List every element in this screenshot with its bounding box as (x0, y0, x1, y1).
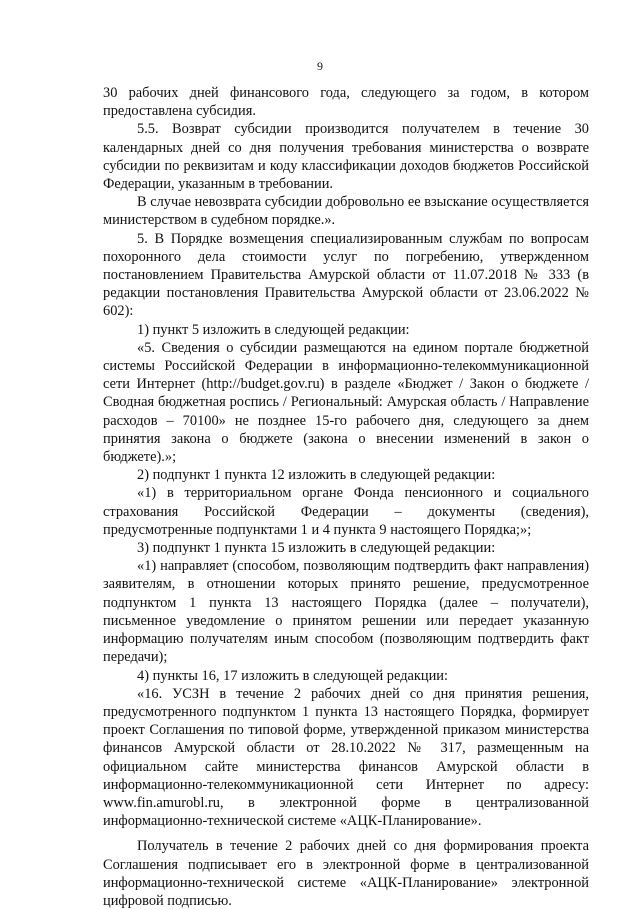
paragraph: «1) направляет (способом, позволяющим подтвердить факт направления) заявителям, в отношении которых принято решение, предусмотренное подпунктом 1 пункта 13 настоящего Порядка (далее – получатели), письменное уведомление о принятом решении или передает указанную информацию получателям иным способом (позволяющим подтвердить факт передачи); (103, 558, 589, 666)
paragraph: 3) подпункт 1 пункта 15 изложить в следующей редакции: (137, 540, 496, 557)
paragraph: 2) подпункт 1 пункта 12 изложить в следующей редакции: (137, 467, 496, 484)
page-number: 9 (317, 59, 323, 73)
paragraph: «5. Сведения о субсидии размещаются на едином портале бюджетной системы Российской Федерации в информационно-телекоммуникационной сети Интернет (http://budget.gov.ru) в разделе «Бюджет / Закон о бюджете / Сводная бюджетная роспись / Региональный: Амурская область / Направление расходов – 70100» не позднее 15-го рабочего дня, следующего за днем принятия закона о бюджете (закона о внесении изменений в закон о бюджете).»; (103, 339, 589, 466)
paragraph: 5.5. Возврат субсидии производится получателем в течение 30 календарных дней со дня получения требования министерства о возврате субсидии по реквизитам и коду классификации доходов бюджетов Российской Федерации, указанным в требовании. (103, 121, 589, 193)
paragraph: Получатель в течение 2 рабочих дней со дня формирования проекта Соглашения подписывает его в электронной форме в централизованной информационно-технической системе «АЦК-Планирование» электронной цифровой подписью. (103, 838, 589, 909)
paragraph: В случае невозврата субсидии добровольно ее взыскание осуществляется министерством в судебном порядке.». (103, 194, 589, 229)
paragraph: «1) в территориальном органе Фонда пенсионного и социального страхования Российской Федерации – документы (сведения), предусмотренные подпунктами 1 и 4 пункта 9 настоящего Порядка;»; (103, 485, 589, 538)
document-body (103, 84, 589, 910)
paragraph: «16. УСЗН в течение 2 рабочих дней со дня принятия решения, предусмотренного подпунктом 1 пункта 13 настоящего Порядка, формирует проект Соглашения по типовой форме, утвержденной приказом министерства финансов Амурской области от 28.10.2022 № 317, размещенным на официальном сайте министерства финансов Амурской области в информационно-телекоммуникационной сети Интернет по адресу: www.fin.amurobl.ru, в электронной форме в централизованной информационно-технической системе «АЦК-Планирование». (103, 685, 589, 830)
paragraph: 5. В Порядке возмещения специализированным службам по вопросам похоронного дела стоимости услуг по погребению, утвержденном постановлением Правительства Амурской области от 11.07.2018 № 333 (в редакции постановления Правительства Амурской области от 23.06.2022 № 602): (103, 230, 589, 320)
paragraph: 30 рабочих дней финансового года, следующего за годом, в котором предоставлена субсидия. (103, 85, 589, 120)
paragraph: 1) пункт 5 изложить в следующей редакции: (137, 321, 410, 338)
paragraph: 4) пункты 16, 17 изложить в следующей редакции: (137, 667, 448, 684)
